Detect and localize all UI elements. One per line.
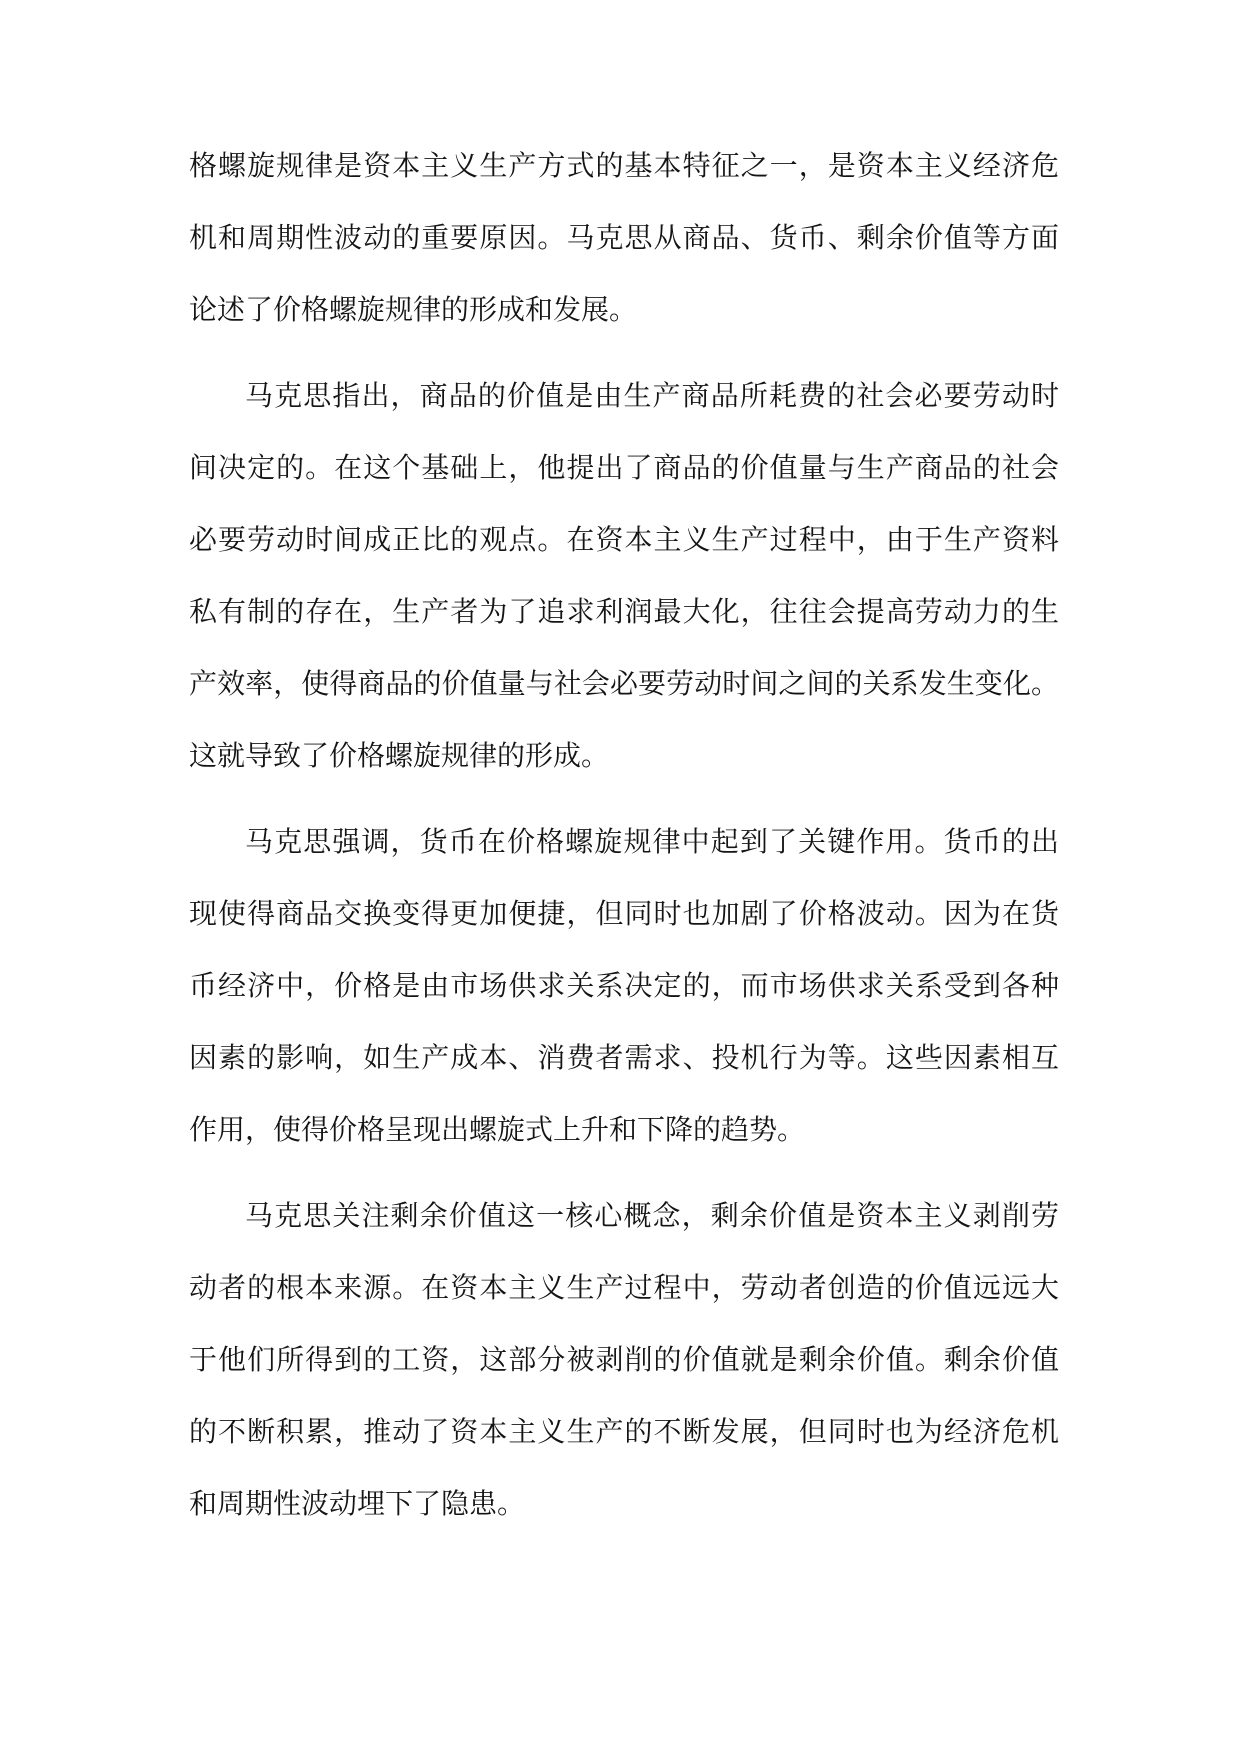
paragraph-1-line-2: 机和周期性波动的重要原因。马克思从商品、货币、剩余价值等方面 [189, 221, 1059, 254]
paragraph-4-line-4: 的不断积累，推动了资本主义生产的不断发展，但同时也为经济危机 [189, 1415, 1059, 1448]
paragraph-4-line-2: 动者的根本来源。在资本主义生产过程中，劳动者创造的价值远远大 [189, 1271, 1059, 1304]
paragraph-1-line-1: 格螺旋规律是资本主义生产方式的基本特征之一，是资本主义经济危 [189, 149, 1059, 182]
paragraph-2-line-6: 这就导致了价格螺旋规律的形成。 [189, 739, 610, 772]
paragraph-2-line-2: 间决定的。在这个基础上，他提出了商品的价值量与生产商品的社会 [189, 451, 1059, 484]
paragraph-2-line-3: 必要劳动时间成正比的观点。在资本主义生产过程中，由于生产资料 [189, 523, 1059, 556]
paragraph-4-line-3: 于他们所得到的工资，这部分被剥削的价值就是剩余价值。剩余价值 [189, 1343, 1059, 1376]
paragraph-2-line-1: 马克思指出，商品的价值是由生产商品所耗费的社会必要劳动时 [245, 379, 1059, 412]
paragraph-3-line-1: 马克思强调，货币在价格螺旋规律中起到了关键作用。货币的出 [245, 825, 1059, 858]
paragraph-3-line-5: 作用，使得价格呈现出螺旋式上升和下降的趋势。 [189, 1113, 806, 1146]
paragraph-1-line-3: 论述了价格螺旋规律的形成和发展。 [189, 293, 638, 326]
paragraph-2-line-4: 私有制的存在，生产者为了追求利润最大化，往往会提高劳动力的生 [189, 595, 1059, 628]
paragraph-4-line-5: 和周期性波动埋下了隐患。 [189, 1487, 526, 1520]
paragraph-3-line-4: 因素的影响，如生产成本、消费者需求、投机行为等。这些因素相互 [189, 1041, 1059, 1074]
paragraph-4-line-1: 马克思关注剩余价值这一核心概念，剩余价值是资本主义剥削劳 [245, 1199, 1059, 1232]
paragraph-3-line-3: 币经济中，价格是由市场供求关系决定的，而市场供求关系受到各种 [189, 969, 1059, 1002]
paragraph-3-line-2: 现使得商品交换变得更加便捷，但同时也加剧了价格波动。因为在货 [189, 897, 1059, 930]
paragraph-2-line-5: 产效率，使得商品的价值量与社会必要劳动时间之间的关系发生变化。 [189, 667, 1059, 700]
